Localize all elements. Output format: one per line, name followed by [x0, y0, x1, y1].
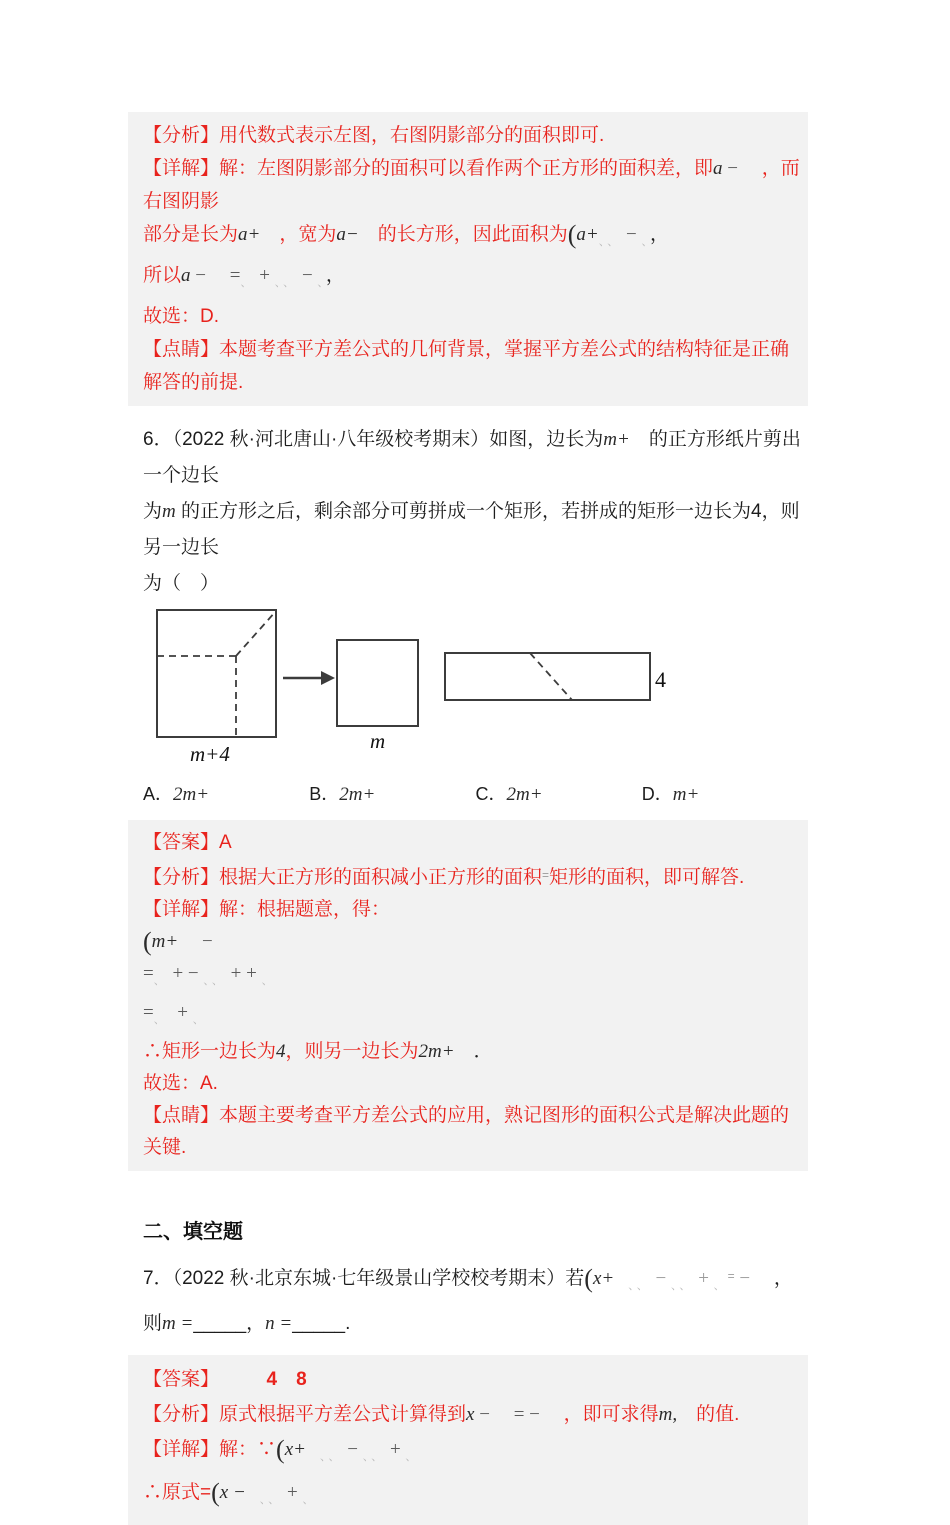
text-segment: 【分析】 [143, 125, 220, 146]
text-segment: + [385, 1439, 406, 1460]
text-segment: 【分析】 [143, 1404, 220, 1425]
text-line [143, 422, 808, 494]
text-segment [178, 931, 197, 952]
text-segment: 、 [192, 1014, 207, 1026]
text-segment: 、 [153, 975, 168, 987]
text-segment: 的值. [696, 1404, 740, 1425]
text-segment: 【详解】 [143, 1439, 220, 1460]
text-line [143, 119, 808, 152]
text-segment: m = [162, 1313, 194, 1334]
text-segment: A [219, 832, 232, 853]
text-segment: 为 [143, 501, 163, 522]
text-segment: m, [658, 1404, 678, 1425]
question6-text [128, 422, 808, 602]
text-segment: − [722, 158, 743, 179]
text-segment [260, 224, 279, 245]
solution-block-q6 [128, 820, 808, 1171]
text-segment: 、 [261, 975, 276, 987]
text-segment: 、 [713, 1280, 728, 1292]
text-line [143, 259, 808, 300]
text-segment: ，宽为 [279, 224, 337, 245]
text-segment: 【详解】 [143, 158, 220, 179]
text-segment: 、、 [670, 1280, 694, 1292]
text-segment: 用代数式表示左图，右图阴影部分的面积即可. [219, 125, 605, 146]
text-line [143, 1100, 808, 1164]
text-line [143, 894, 808, 926]
text-segment: 、、 [598, 236, 622, 248]
text-segment: m+ [603, 429, 630, 450]
text-segment [359, 224, 378, 245]
text-segment: = [513, 1404, 525, 1425]
text-segment [495, 1404, 514, 1425]
text-segment: _____. [292, 1313, 351, 1334]
text-segment: 、 [405, 1451, 420, 1463]
text-segment: 、 [240, 277, 255, 289]
text-line [143, 1475, 808, 1518]
text-segment [211, 265, 230, 286]
text-segment: + [254, 265, 275, 286]
text-segment: ∴原式= [143, 1482, 212, 1503]
text-segment: − [650, 1268, 671, 1289]
text-segment: ，即可求得 [563, 1404, 659, 1425]
text-segment: ( [567, 220, 577, 249]
figure-q6 [143, 608, 808, 776]
figure-q6-svg [143, 608, 808, 776]
text-segment [545, 1404, 564, 1425]
text-segment: 、、 [305, 1451, 343, 1463]
text-segment: 原式根据平方差公式计算得到 [219, 1404, 467, 1425]
option-formula: m+ [672, 784, 700, 805]
top-margin [0, 0, 950, 112]
text-segment: a+ [238, 224, 261, 245]
solution-block-q5 [128, 112, 808, 406]
text-segment: x+ [592, 1268, 615, 1289]
text-segment: 部分是长为 [143, 224, 239, 245]
text-segment: 7．（2022 秋·北京东城·七年级景山学校校考期末）若 [143, 1268, 585, 1289]
text-segment: − [342, 1439, 363, 1460]
text-segment: 【答案】 [143, 1369, 210, 1390]
text-segment: 本题主要考查平方差公式的应用，熟记图形的面积公式是解决此题的关键. [143, 1105, 790, 1158]
option-c [476, 780, 642, 806]
solution-block-q7 [128, 1355, 808, 1525]
question7-text [128, 1257, 808, 1343]
text-line [143, 1362, 808, 1397]
text-line [143, 859, 808, 894]
text-segment: 2m+ [418, 1041, 455, 1062]
option-formula: 2m+ [506, 784, 543, 805]
text-segment: 【分析】 [143, 867, 220, 888]
gap [128, 406, 808, 422]
text-segment: ( [211, 1478, 220, 1507]
text-line [143, 333, 808, 399]
text-segment: 的长方形，因此面积为 [377, 224, 568, 245]
text-segment: + [693, 1268, 714, 1289]
options-row [143, 778, 808, 808]
text-line [143, 1432, 808, 1475]
option-letter: B． [309, 784, 340, 804]
text-segment: − [474, 1404, 495, 1425]
text-segment: 、、 [274, 277, 298, 289]
text-segment: 、 [317, 277, 326, 289]
text-segment: 、、 [245, 1494, 283, 1506]
text-segment: + [167, 1002, 193, 1023]
text-segment: 【点睛】 [143, 1105, 220, 1126]
text-segment: 、、 [203, 975, 226, 987]
text-segment: ( [276, 1435, 285, 1464]
big-square-label: m+4 [190, 742, 230, 766]
text-segment: ∴矩形一边长为 [143, 1041, 277, 1062]
text-segment: ( [143, 927, 152, 956]
text-segment: 解： [219, 1439, 258, 1460]
text-line [143, 926, 808, 958]
text-segment: − [297, 265, 318, 286]
text-segment: x [466, 1404, 475, 1425]
text-line [143, 300, 808, 333]
dashed-diagonal [236, 611, 276, 656]
text-segment: ， [325, 265, 345, 286]
text-segment: 所以 [143, 265, 182, 286]
text-segment [677, 1404, 696, 1425]
text-segment: 的正方形之后，剩余部分可剪拼成一个矩形，若拼成的矩形一边长为4，则另一边长 [143, 501, 800, 558]
text-segment: + − [167, 963, 204, 984]
text-segment: 故选：D. [143, 306, 220, 327]
text-segment: 、 [302, 1494, 317, 1506]
text-segment: a [181, 265, 191, 286]
text-line [143, 494, 808, 566]
text-line [143, 827, 808, 859]
text-line [143, 566, 808, 602]
text-segment: − [190, 265, 211, 286]
text-segment: a+ [576, 224, 599, 245]
text-segment: m+ [151, 931, 179, 952]
text-segment: 8 [296, 1369, 307, 1390]
result-rectangle [445, 653, 650, 700]
small-square [337, 640, 418, 726]
text-segment: _____ [193, 1313, 247, 1334]
text-line [143, 1036, 808, 1068]
text-segment: ∵ [257, 1439, 277, 1460]
option-d [642, 780, 808, 806]
option-letter: D． [641, 784, 673, 804]
text-segment: 、、 [614, 1280, 651, 1292]
option-formula: 2m+ [339, 784, 376, 805]
text-segment [455, 1041, 474, 1062]
text-segment: 【详解】 [143, 899, 220, 920]
text-segment: = [542, 868, 550, 882]
rect-side-label: 4 [655, 667, 666, 692]
text-segment: = [727, 1269, 735, 1283]
text-segment: 、 [153, 1014, 168, 1026]
text-line [143, 1257, 808, 1305]
text-segment [743, 158, 762, 179]
text-segment: ， [773, 1268, 793, 1289]
text-segment: 、 [641, 236, 650, 248]
text-line [143, 152, 808, 218]
text-segment: 解：根据题意，得： [219, 899, 391, 920]
text-segment: − [197, 931, 213, 952]
text-line [143, 997, 808, 1036]
text-segment: ， [246, 1313, 266, 1334]
text-segment: n = [265, 1313, 293, 1334]
text-segment: 【答案】 [143, 832, 220, 853]
text-segment: x+ [284, 1439, 306, 1460]
text-line [143, 1397, 808, 1432]
option-formula: 2m+ [173, 784, 210, 805]
text-segment: 【点睛】 [143, 339, 220, 360]
text-segment: − [734, 1268, 755, 1289]
option-letter: A． [143, 784, 174, 804]
text-segment: 则 [143, 1313, 163, 1334]
text-segment: a− [336, 224, 359, 245]
small-square-label: m [370, 729, 386, 753]
text-segment: = [229, 265, 241, 286]
text-segment: a [713, 158, 723, 179]
option-letter: C． [475, 784, 507, 804]
text-segment: ，则另一边长为 [285, 1041, 419, 1062]
text-line [143, 958, 808, 997]
text-segment: − [524, 1404, 545, 1425]
text-segment: − [621, 224, 642, 245]
text-segment: 为（ ） [143, 573, 220, 594]
big-square [157, 610, 276, 737]
text-segment: 解：左图阴影部分的面积可以看作两个正方形的面积差，即 [219, 158, 714, 179]
text-segment: 4 [276, 1041, 286, 1062]
text-segment: 4 [266, 1369, 278, 1390]
text-segment: m [162, 501, 176, 522]
option-a [143, 780, 309, 806]
content-column [128, 112, 808, 1525]
gap [128, 1343, 808, 1355]
text-segment: 根据大正方形的面积减小正方形的面积 [219, 867, 543, 888]
text-segment: ( [584, 1264, 593, 1293]
text-segment [210, 1369, 267, 1390]
text-segment: 6．（2022 秋·河北唐山·八年级校考期末）如图，边长为 [143, 429, 604, 450]
text-segment: ，而右图阴影 [143, 158, 800, 212]
text-segment: = [143, 1002, 154, 1023]
text-line [143, 1068, 808, 1100]
gap [128, 808, 808, 820]
text-segment: 、、 [362, 1451, 386, 1463]
text-segment: + + [225, 963, 262, 984]
option-b [309, 780, 475, 806]
text-line [143, 1305, 808, 1343]
section-header-fill-in: 二、填空题 [143, 1221, 243, 1243]
arrow-head [321, 671, 335, 685]
text-segment: ， [649, 224, 669, 245]
text-line [143, 218, 808, 259]
text-segment: 本题考查平方差公式的几何背景，掌握平方差公式的结构特征是正确解答的前提. [143, 339, 790, 393]
text-segment: x − [219, 1482, 246, 1503]
text-segment [277, 1369, 296, 1390]
text-segment: 的正方形纸片剪出一个边长 [143, 429, 801, 486]
text-segment: + [282, 1482, 303, 1503]
text-segment: 故选：A. [143, 1073, 218, 1094]
text-segment: = [143, 963, 154, 984]
text-segment [755, 1268, 774, 1289]
rect-dashed-diagonal [530, 653, 572, 700]
text-segment: 矩形的面积，即可解答. [549, 867, 745, 888]
text-segment [630, 429, 649, 450]
text-segment: ． [473, 1041, 493, 1062]
